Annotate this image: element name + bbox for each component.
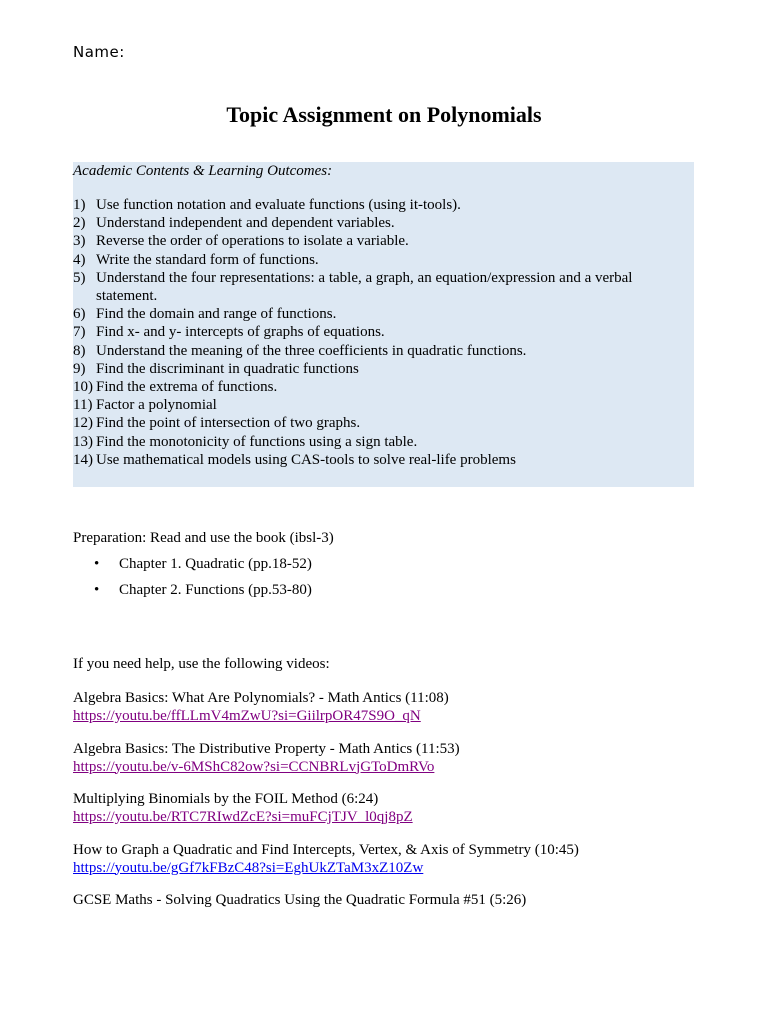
- list-item-text: Find x- and y- intercepts of graphs of equations.: [96, 324, 385, 341]
- video-link[interactable]: https://youtu.be/gGf7kFBzC48?si=EghUkZTaM3xZ10Zw: [73, 859, 424, 876]
- video-title: How to Graph a Quadratic and Find Intercepts, Vertex, & Axis of Symmetry (10:45): [73, 841, 579, 858]
- video-title: Multiplying Binomials by the FOIL Method (6:24): [73, 791, 379, 807]
- list-item-text: Find the extrema of functions.: [96, 379, 278, 396]
- list-item-number: 5): [73, 269, 86, 286]
- list-item-number: 11): [73, 397, 93, 414]
- list-item-text: Understand independent and dependent variables.: [96, 215, 395, 232]
- list-item-number: 4): [73, 251, 86, 268]
- video-entry: [73, 790, 713, 841]
- list-item: [73, 342, 694, 360]
- page-title: Topic Assignment on Polynomials: [226, 102, 542, 127]
- list-item: [73, 232, 694, 250]
- chapter-text: Chapter 2. Functions (pp.53-80): [119, 582, 312, 598]
- list-item-text: Write the standard form of functions.: [96, 251, 319, 268]
- list-item: [73, 433, 694, 451]
- list-item-number: 13): [73, 433, 93, 450]
- chapter-text: Chapter 1. Quadratic (pp.18-52): [119, 556, 312, 572]
- list-item-text: Use mathematical models using CAS-tools to solve real-life problems: [96, 451, 516, 468]
- video-entry: [73, 891, 713, 942]
- video-entry: [73, 740, 713, 791]
- learning-outcomes-box: [73, 162, 694, 487]
- list-item-number: 3): [73, 233, 86, 250]
- list-item-number: 14): [73, 451, 93, 468]
- outcomes-heading: Academic Contents & Learning Outcomes:: [73, 163, 333, 179]
- list-item-number: 7): [73, 324, 86, 341]
- list-item: [73, 269, 694, 305]
- list-item: [73, 323, 694, 341]
- list-item-number: 9): [73, 360, 86, 377]
- video-title: Algebra Basics: What Are Polynomials? - Math Antics (11:08): [73, 690, 449, 706]
- list-item-text: Understand the meaning of the three coefficients in quadratic functions.: [96, 342, 527, 359]
- video-entry: [73, 689, 713, 740]
- list-item: [73, 251, 694, 269]
- list-item-text: Find the monotonicity of functions using a sign table.: [96, 433, 418, 450]
- list-item-text: Use function notation and evaluate functions (using it-tools).: [96, 197, 461, 213]
- list-item-text: Find the domain and range of functions.: [96, 306, 337, 323]
- list-item-number: 10): [73, 379, 93, 396]
- video-link[interactable]: https://youtu.be/RTC7RIwdZcE?si=muFCjTJV_l0qj8pZ: [73, 809, 413, 825]
- video-title: Algebra Basics: The Distributive Property - Math Antics (11:53): [73, 740, 460, 757]
- preparation-text: Preparation: Read and use the book (ibsl-3): [73, 530, 334, 546]
- bullet-icon: •: [94, 556, 100, 572]
- list-item: [73, 196, 694, 214]
- video-list: [73, 689, 713, 942]
- bullet-icon: •: [94, 582, 100, 598]
- video-link[interactable]: https://youtu.be/v-6MShC82ow?si=CCNBRLvjGToDmRVo: [73, 758, 435, 775]
- help-text: If you need help, use the following videos:: [73, 656, 330, 672]
- video-title: GCSE Maths - Solving Quadratics Using the Quadratic Formula #51 (5:26): [73, 892, 527, 908]
- list-item-text: Find the point of intersection of two graphs.: [96, 415, 361, 432]
- list-item: [73, 451, 694, 469]
- list-item-text: Reverse the order of operations to isolate a variable.: [96, 233, 409, 250]
- video-entry: [73, 841, 713, 892]
- list-item-text: Factor a polynomial: [96, 397, 217, 414]
- list-item-number: 8): [73, 342, 86, 359]
- list-item: [73, 360, 694, 378]
- list-item: [73, 305, 694, 323]
- list-item-number: 6): [73, 306, 86, 323]
- list-item: [73, 214, 694, 232]
- list-item: [73, 378, 694, 396]
- video-link[interactable]: https://youtu.be/ffLLmV4mZwU?si=GiilrpOR47S9O_qN: [73, 708, 421, 724]
- list-item: [73, 581, 312, 607]
- list-item: [73, 396, 694, 414]
- list-item: [73, 555, 312, 581]
- list-item-number: 12): [73, 415, 93, 432]
- chapter-list: [73, 555, 312, 607]
- outcomes-list: [73, 196, 694, 469]
- name-label: Name:: [73, 43, 125, 61]
- list-item-text: Understand the four representations: a table, a graph, an equation/expression and a verbal statement.: [96, 269, 633, 305]
- list-item-number: 1): [73, 197, 86, 213]
- list-item-number: 2): [73, 215, 86, 232]
- list-item-text: Find the discriminant in quadratic functions: [96, 360, 359, 377]
- list-item: [73, 414, 694, 432]
